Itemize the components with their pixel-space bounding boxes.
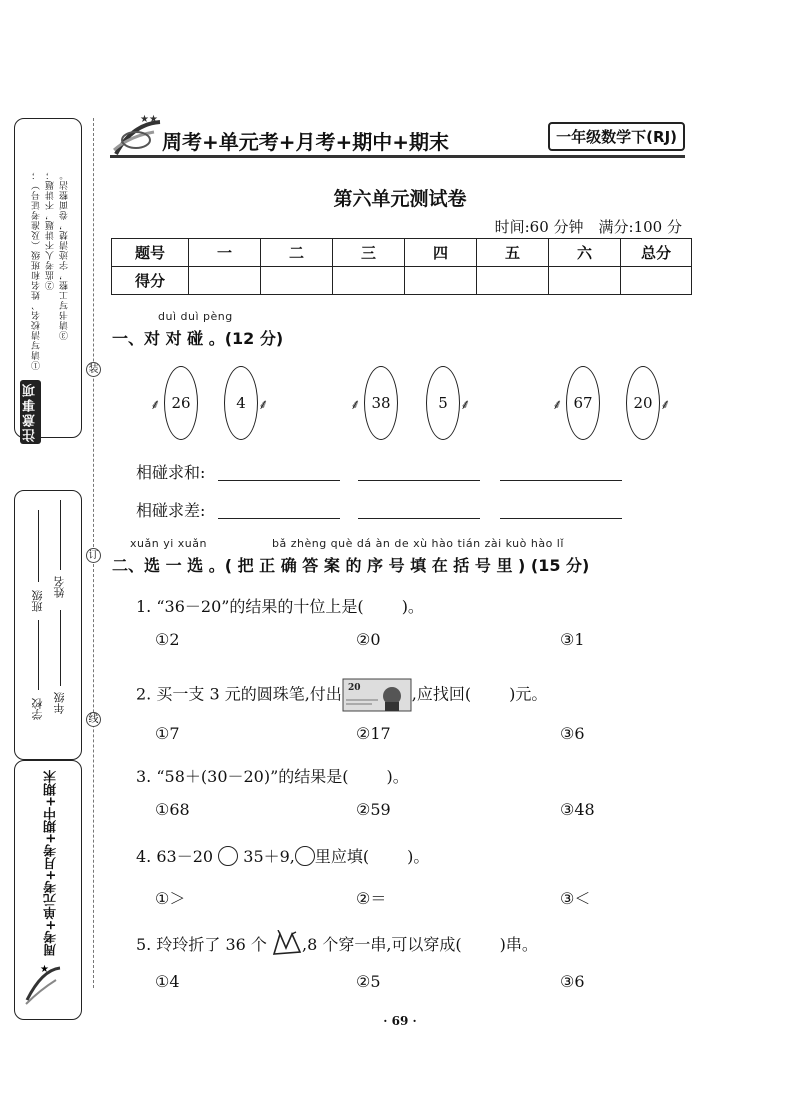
student-info-box (14, 490, 82, 760)
hat-card: 38 (364, 366, 398, 440)
score-cell[interactable] (549, 267, 621, 295)
score-header-cell: 一 (189, 239, 261, 267)
exam-meta: 时间:60 分钟 满分:100 分 (494, 218, 682, 236)
comparison-circle[interactable] (218, 846, 238, 866)
question-2 (136, 676, 547, 714)
score-row-label: 得分 (112, 267, 189, 295)
option[interactable]: ②5 (356, 972, 381, 991)
header-bar (110, 114, 685, 158)
sum-blank-3[interactable] (500, 480, 622, 481)
tassel-icon: ⸙ (460, 397, 471, 413)
paper-crane-icon (272, 930, 302, 956)
comparison-circle-ref (295, 846, 315, 866)
notice-line-2: ②监考人不讲题，不讲题； (46, 170, 56, 290)
header-title: 周考+单元考+月考+期中+期末 (162, 130, 450, 154)
cut-mark-1: 装 (86, 362, 101, 377)
banknote-value: 20 (347, 683, 361, 693)
option[interactable]: ②0 (356, 630, 381, 649)
option[interactable]: ③6 (560, 972, 585, 991)
section2-title: 二、选 一 选 。( 把 正 确 答 案 的 序 号 填 在 括 号 里 ) (15 分) (112, 556, 590, 575)
notice-line-3: ③请书写工整，字迹清楚，卷面整洁。 (60, 170, 70, 340)
class-line[interactable] (38, 510, 39, 582)
side-logo-icon (22, 960, 62, 1010)
option[interactable]: ①＞ (155, 889, 186, 908)
school-label: 学校 (31, 698, 44, 720)
option[interactable]: ③48 (560, 800, 595, 819)
score-header-cell: 五 (477, 239, 549, 267)
diff-blank-2[interactable] (358, 518, 480, 519)
option[interactable]: ③1 (560, 630, 585, 649)
option[interactable]: ②＝ (356, 889, 387, 908)
question-text: 4. 63－20 (136, 847, 214, 866)
header-logo-icon (110, 110, 166, 160)
score-header-row (112, 239, 692, 267)
page-number: · 69 · (383, 1014, 417, 1028)
hat-card: 5 (426, 366, 460, 440)
tassel-icon: ⸙ (258, 397, 269, 413)
option[interactable]: ①4 (155, 972, 180, 991)
sum-blank-1[interactable] (218, 480, 340, 481)
score-cell[interactable] (189, 267, 261, 295)
question-text: )。 (401, 597, 424, 616)
score-cell[interactable] (477, 267, 549, 295)
option[interactable]: ③6 (560, 724, 585, 743)
class-label: 班级 (31, 590, 44, 612)
tassel-icon: ⸙ (150, 397, 161, 413)
diff-blank-1[interactable] (218, 518, 340, 519)
question-text: 1. “36－20”的结果的十位上是( (136, 597, 364, 616)
notice-line-1: ①请写清校名、姓名和班级（及准考证号）； (32, 170, 42, 370)
section2-pinyin-a: xuǎn yi xuǎn (130, 537, 207, 550)
tassel-icon: ⸙ (552, 397, 563, 413)
score-row (112, 267, 692, 295)
score-cell[interactable] (405, 267, 477, 295)
score-header-cell: 题号 (112, 239, 189, 267)
section2-pinyin-b: bǎ zhèng què dá àn de xù hào tián zài kuò hào lǐ (272, 537, 564, 550)
question-4 (136, 844, 429, 867)
section1-title: 一、对 对 碰 。(12 分) (112, 329, 284, 348)
name-line[interactable] (60, 500, 61, 570)
score-header-cell: 三 (333, 239, 405, 267)
question-3 (136, 764, 409, 787)
svg-text:★★: ★★ (140, 114, 158, 125)
hat-card: 67 (566, 366, 600, 440)
question-text: 3. “58＋(30－20)”的结果是( (136, 767, 349, 786)
option[interactable]: ②17 (356, 724, 391, 743)
grade-label: 年级 (53, 692, 66, 714)
question-text: 里应填( (314, 847, 370, 866)
sum-label: 相碰求和: (136, 463, 206, 482)
cut-mark-3: 线 (86, 712, 101, 727)
diff-label: 相碰求差: (136, 501, 206, 520)
question-text: 2. 买一支 3 元的圆珠笔,付出 (136, 684, 342, 704)
notice-title: 注意事项 (20, 380, 41, 444)
option[interactable]: ③＜ (560, 889, 591, 908)
score-header-cell: 六 (549, 239, 621, 267)
question-5 (136, 930, 538, 956)
option[interactable]: ①7 (155, 724, 180, 743)
school-line[interactable] (38, 620, 39, 690)
score-table (111, 238, 692, 295)
section1-pinyin: duì duì pèng (158, 310, 233, 323)
score-cell[interactable] (261, 267, 333, 295)
question-text: ,8 个穿一串,可以穿成( (301, 935, 462, 954)
option[interactable]: ②59 (356, 800, 391, 819)
diff-blank-3[interactable] (500, 518, 622, 519)
question-text: )。 (407, 847, 430, 866)
sum-blank-2[interactable] (358, 480, 480, 481)
question-text: ,应找回( (411, 684, 472, 704)
score-cell[interactable] (333, 267, 405, 295)
question-text: )串。 (499, 935, 538, 954)
question-1 (136, 594, 424, 617)
question-text: )元。 (509, 684, 548, 704)
hat-card: 20 (626, 366, 660, 440)
option[interactable]: ①2 (155, 630, 180, 649)
header-rule (110, 155, 685, 158)
banknote-icon (342, 676, 412, 714)
grade-line[interactable] (60, 610, 61, 686)
score-cell[interactable] (621, 267, 692, 295)
tassel-icon: ⸙ (350, 397, 361, 413)
grade-tag: 一年级数学下(RJ) (548, 122, 685, 151)
tassel-icon: ⸙ (660, 397, 671, 413)
cut-mark-2: 订 (86, 548, 101, 563)
score-header-cell: 四 (405, 239, 477, 267)
svg-text:★: ★ (40, 964, 49, 975)
score-header-cell: 总分 (621, 239, 692, 267)
question-text: 35＋9, (243, 847, 295, 866)
hat-card: 4 (224, 366, 258, 440)
score-header-cell: 二 (261, 239, 333, 267)
option[interactable]: ①68 (155, 800, 190, 819)
side-brand-text: 周考+单元考+月考+期中+期末 (44, 770, 59, 957)
question-text: 5. 玲玲折了 36 个 (136, 935, 267, 954)
name-label: 姓名 (53, 576, 66, 598)
hat-card: 26 (164, 366, 198, 440)
question-text: )。 (386, 767, 409, 786)
exam-title: 第六单元测试卷 (333, 188, 467, 210)
